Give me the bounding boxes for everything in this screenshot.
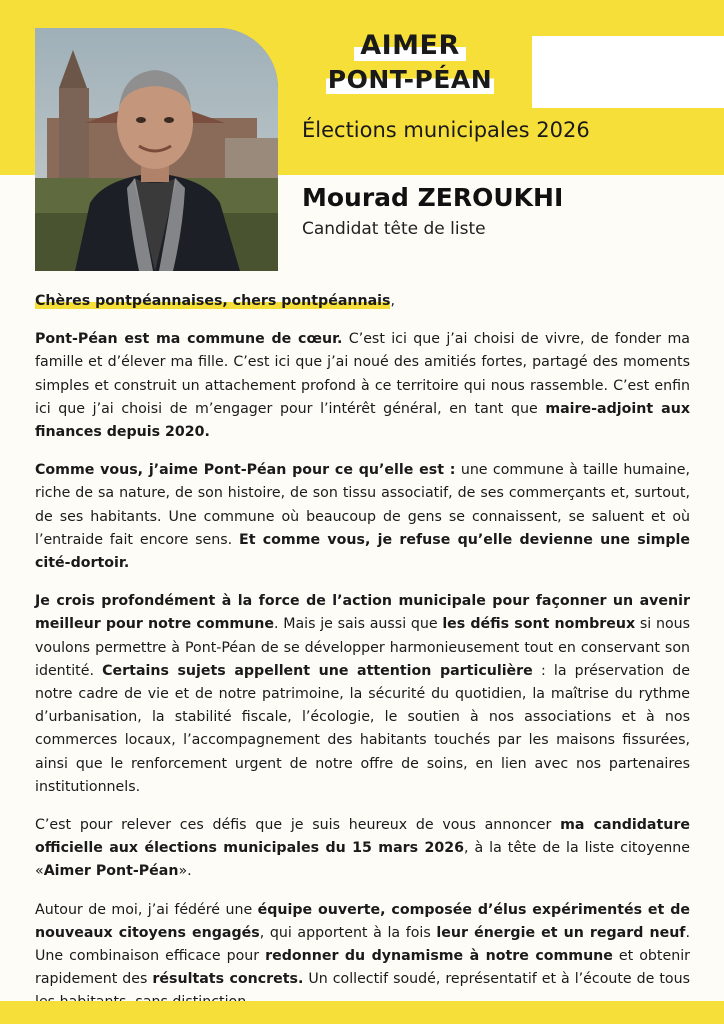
letter-paragraph-4 [35,814,690,884]
bold-segment: Et comme vous, je refuse qu’elle devienne une simple cité-dortoir. [35,531,690,572]
bold-segment: ma candidature officielle aux élections municipales du 15 mars 2026 [35,817,690,857]
text-segment: ». [178,863,192,880]
text-segment: . Une combinaison efficace pour [35,924,690,965]
letter-paragraph-3 [35,590,690,799]
greeting-text: Chères pontpéannaises, chers pontpéannais [35,293,391,309]
text-segment: C’est pour relever ces défis que je suis heureux de vous annoncer [35,817,561,834]
text-segment: : la préservation de notre cadre de vie et de notre patrimoine, la sécurité du quotidien, la maîtrise du rythme d’urbanisation, la stabilité fiscale, l’écologie, le soutien à nos associations et à nos commerces locaux, l’accompagnement des habitants touchés par les maisons fissurées, ainsi que le renforcement urgent de notre offre de soins, en lien avec nos partenaires institutionnels. [35,662,691,795]
logo-line-pont-pean: PONT-PÉAN [327,65,493,94]
bold-segment: leur énergie et un regard neuf [436,924,686,941]
letter-paragraph-5 [35,899,690,1015]
greeting-comma: , [390,293,395,309]
letter-paragraph-1 [35,328,690,444]
candidate-portrait-image [35,28,278,271]
bold-segment: redonner du dynamisme à notre commune [265,948,613,965]
bold-segment: équipe ouverte, composée d’élus expérimentés et de nouveaux citoyens engagés [35,901,690,941]
bold-segment: Aimer Pont-Péan [43,863,179,880]
letter-greeting [35,290,690,313]
bold-segment: les défis sont nombreux [442,616,636,633]
text-segment: C’est ici que j’ai choisi de vivre, de fonder ma famille et d’élever ma fille. C’est ici que j’ai noué des amitiés fortes, partagé des moments simples et construit un attachement profond à ce territoire qui nous rassemble. C’est enfin ici que j’ai choisi de m’engager pour l’intérêt général, en tant que [35,331,690,417]
header-white-box [532,36,724,108]
election-title: Élections municipales 2026 [302,118,590,142]
bold-segment: Comme vous, j’aime Pont-Péan pour ce qu’elle est : [35,462,456,479]
text-segment: une commune à taille humaine, riche de sa nature, de son histoire, de son tissu associatif, de ses commerçants et, surtout, de ses habitants. Une commune où beaucoup de gens se connaissent, se saluent et où l’entraide fait encore sens. [35,462,690,548]
bold-segment: Certains sujets appellent une attention particulière [102,662,533,679]
text-segment: Un collectif soudé, représentatif et à l’écoute de tous [308,971,690,988]
text-segment: Autour de moi, j’ai fédéré une [35,901,258,918]
letter-paragraph-2 [35,459,690,575]
text-segment: , à la tête de la liste citoyenne « [35,840,691,880]
footer-band [0,1001,724,1024]
campaign-logo [300,30,520,94]
bold-segment: maire-adjoint aux finances depuis 2020. [35,400,691,441]
logo-line-aimer: AIMER [354,30,466,61]
text-segment: et obtenir rapidement des [35,948,690,988]
text-segment: . Mais je sais aussi que [273,616,443,633]
candidate-name: Mourad ZEROUKHI [302,183,564,212]
bold-segment: résultats concrets. [152,971,304,988]
letter-body [35,290,690,1024]
candidate-photo [35,28,278,271]
text-segment: , qui apportent à la fois [259,924,437,941]
bold-segment: Je crois profondément à la force de l’action municipale pour façonner un avenir meilleur pour notre commune [35,593,690,633]
candidate-role: Candidat tête de liste [302,219,486,239]
bold-segment: Pont-Péan est ma commune de cœur. [35,331,343,348]
text-segment: si nous voulons permettre à Pont-Péan de se développer harmonieusement tout en conservant son identité. [35,616,691,679]
